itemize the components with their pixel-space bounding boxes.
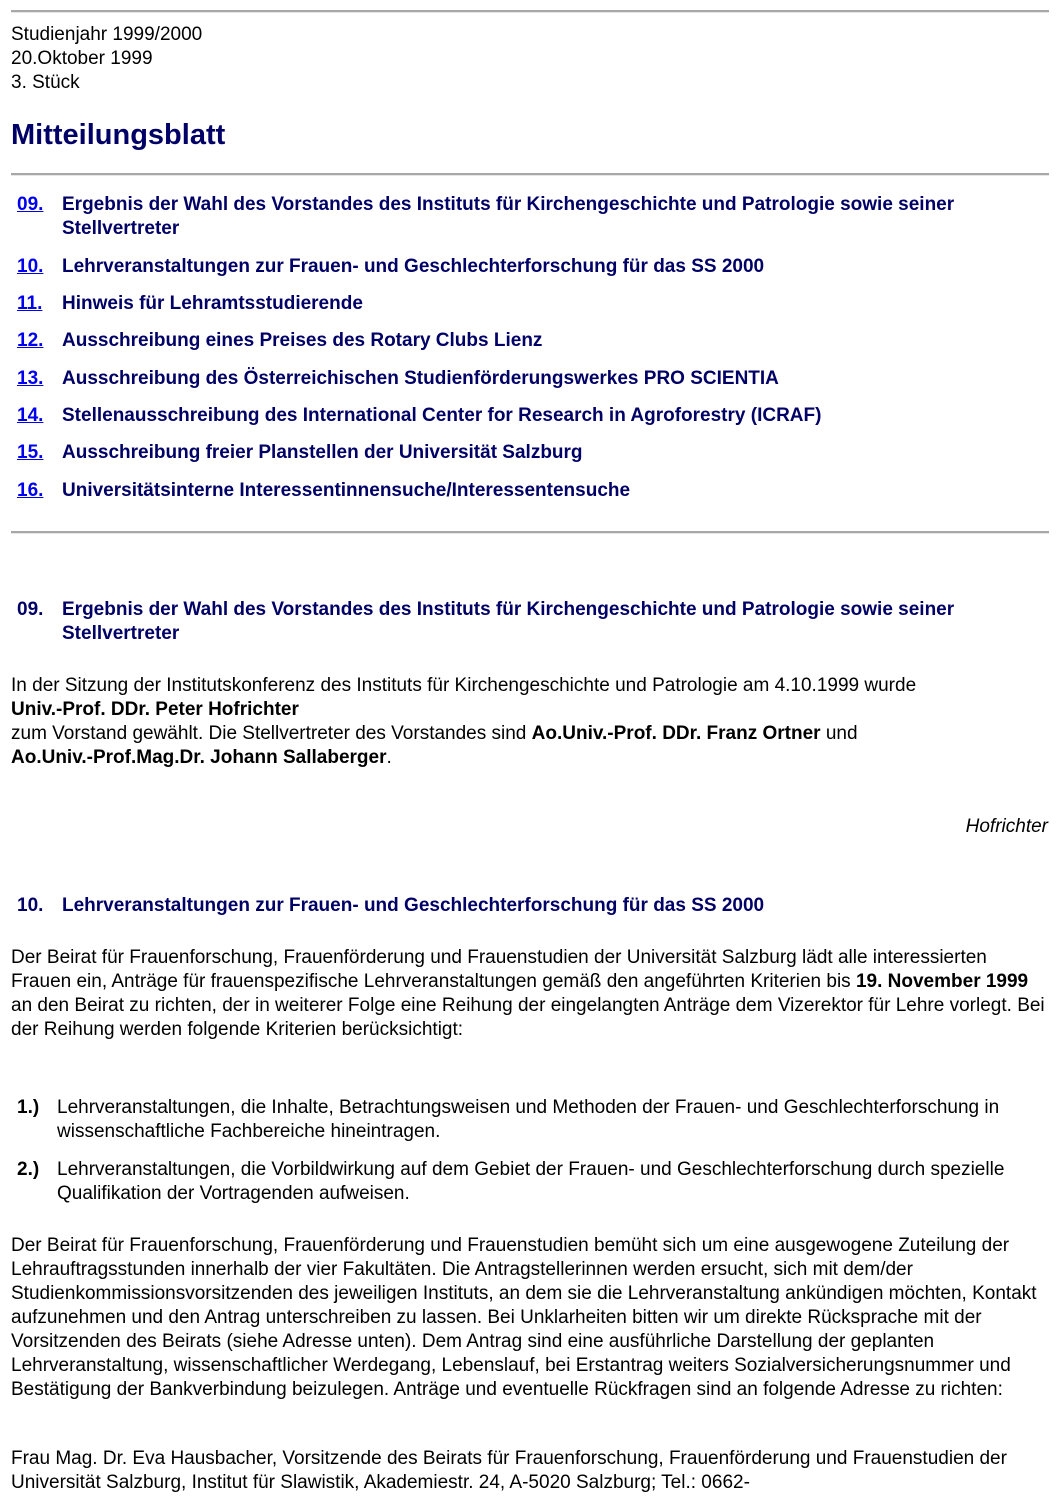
contact-address: Frau Mag. Dr. Eva Hausbacher, Vorsitzende des Beirats für Frauenforschung, Frauenförderung und Frauenstudien der Universität Salzburg, Institut für Slawistik, Akademiestr. 24, A-5020 Salzburg; Tel.: 0662- <box>11 1448 1007 1493</box>
deputy-1: Ao.Univ.-Prof. DDr. Franz Ortner <box>531 723 821 744</box>
issue-number: 3. Stück <box>11 72 80 93</box>
page-title: Mitteilungsblatt <box>11 119 226 151</box>
toc-link-12[interactable]: 12. <box>17 330 44 351</box>
criterion-text: Lehrveranstaltungen, die Inhalte, Betrachtungsweisen und Methoden der Frauen- und Geschlechterforschung in wissenschaftliche Fachbereiche hineintragen. <box>57 1097 1000 1142</box>
deputy-2: Ao.Univ.-Prof.Mag.Dr. Johann Sallaberger <box>11 747 387 768</box>
toc-title: Ausschreibung eines Preises des Rotary Clubs Lienz <box>62 330 543 351</box>
toc-link-11[interactable]: 11. <box>17 293 43 314</box>
toc-title: Stellenausschreibung des International Center for Research in Agroforestry (ICRAF) <box>62 405 822 426</box>
deadline: 19. November 1999 <box>855 971 1029 992</box>
intro-text-b: an den Beirat zu richten, der in weiterer Folge eine Reihung der eingelangten Anträge dem Vizerektor für Lehre vorlegt. Bei der Reihung werden folgende Kriterien berücksichtigt: <box>11 995 1045 1040</box>
deputies-sentence <box>11 722 1051 746</box>
title-rule <box>11 173 1049 176</box>
election-sentence: In der Sitzung der Institutskonferenz des Instituts für Kirchengeschichte und Patrologie am 4.10.1999 wurde <box>11 675 917 696</box>
intro-text-a: Der Beirat für Frauenforschung, Frauenförderung und Frauenstudien der Universität Salzburg lädt alle interessierten Frauen ein, Anträge für frauenspezifische Lehrveranstaltungen gemäß den angeführten Kriterien bis <box>11 947 987 992</box>
toc-link-13[interactable]: 13. <box>17 368 44 389</box>
elected-person: Univ.-Prof. DDr. Peter Hofrichter <box>11 699 299 720</box>
deputies-text-b: und <box>820 723 858 744</box>
toc-link-10[interactable]: 10. <box>17 256 44 277</box>
toc-title: Ausschreibung des Österreichischen Studienförderungswerkes PRO SCIENTIA <box>62 368 779 389</box>
toc-link-09[interactable]: 09. <box>17 194 44 215</box>
signature: Hofrichter <box>965 816 1048 837</box>
section-10-body: Der Beirat für Frauenforschung, Frauenförderung und Frauenstudien bemüht sich um eine ausgewogene Zuteilung der Lehrauftragsstunden innerhalb der vier Fakultäten. Die Antragstellerinnen werden ersucht, sich mit dem/der Studienkommissionsvorsitzenden des jeweiligen Instituts, an dem sie die Lehrveranstaltung ankündigen möchten, Kontakt aufzunehmen und den Antrag unterschreiben zu lassen. Bei Unklarheiten bitten wir um direkte Rücksprache mit der Vorsitzenden des Beirats (siehe Adresse unten). Dem Antrag sind eine ausführliche Darstellung der geplanten Lehrveranstaltung, wissenschaftlicher Werdegang, Lebenslauf, bei Erstantrag weiters Sozialversicherungsnummer und Bestätigung der Bankverbindung beizulegen. Anträge und eventuelle Rückfragen sind an folgende Adresse zu richten: <box>11 1235 1037 1400</box>
toc-link-14[interactable]: 14. <box>17 405 44 426</box>
section-10-intro <box>11 946 1051 1042</box>
section-number: 09. <box>17 599 44 620</box>
section-title: Lehrveranstaltungen zur Frauen- und Geschlechterforschung für das SS 2000 <box>62 895 765 916</box>
section-number: 10. <box>17 895 44 916</box>
section-09-body <box>11 674 1051 770</box>
toc-title: Ausschreibung freier Planstellen der Universität Salzburg <box>62 442 583 463</box>
toc-rule <box>11 531 1049 534</box>
criterion-text: Lehrveranstaltungen, die Vorbildwirkung auf dem Gebiet der Frauen- und Geschlechterforschung durch spezielle Qualifikation der Vortragenden aufweisen. <box>57 1159 1005 1204</box>
toc-title: Lehrveranstaltungen zur Frauen- und Geschlechterforschung für das SS 2000 <box>62 256 765 277</box>
toc-link-15[interactable]: 15. <box>17 442 44 463</box>
toc-title: Universitätsinterne Interessentinnensuche/Interessentensuche <box>62 480 631 501</box>
criterion-number: 1.) <box>17 1097 40 1118</box>
deputies-sentence-end <box>11 746 1051 770</box>
deputies-text-a: zum Vorstand gewählt. Die Stellvertreter des Vorstandes sind <box>11 723 532 744</box>
toc-title: Ergebnis der Wahl des Vorstandes des Instituts für Kirchengeschichte und Patrologie sowie seiner Stellvertreter <box>62 194 955 239</box>
issue-date: 20.Oktober 1999 <box>11 48 153 69</box>
toc-title: Hinweis für Lehramtsstudierende <box>62 293 363 314</box>
section-title: Ergebnis der Wahl des Vorstandes des Instituts für Kirchengeschichte und Patrologie sowie seiner Stellvertreter <box>62 599 955 644</box>
academic-year: Studienjahr 1999/2000 <box>11 24 203 45</box>
top-rule <box>11 10 1049 13</box>
toc-link-16[interactable]: 16. <box>17 480 44 501</box>
deputies-text-c: . <box>386 747 392 768</box>
criterion-number: 2.) <box>17 1159 40 1180</box>
